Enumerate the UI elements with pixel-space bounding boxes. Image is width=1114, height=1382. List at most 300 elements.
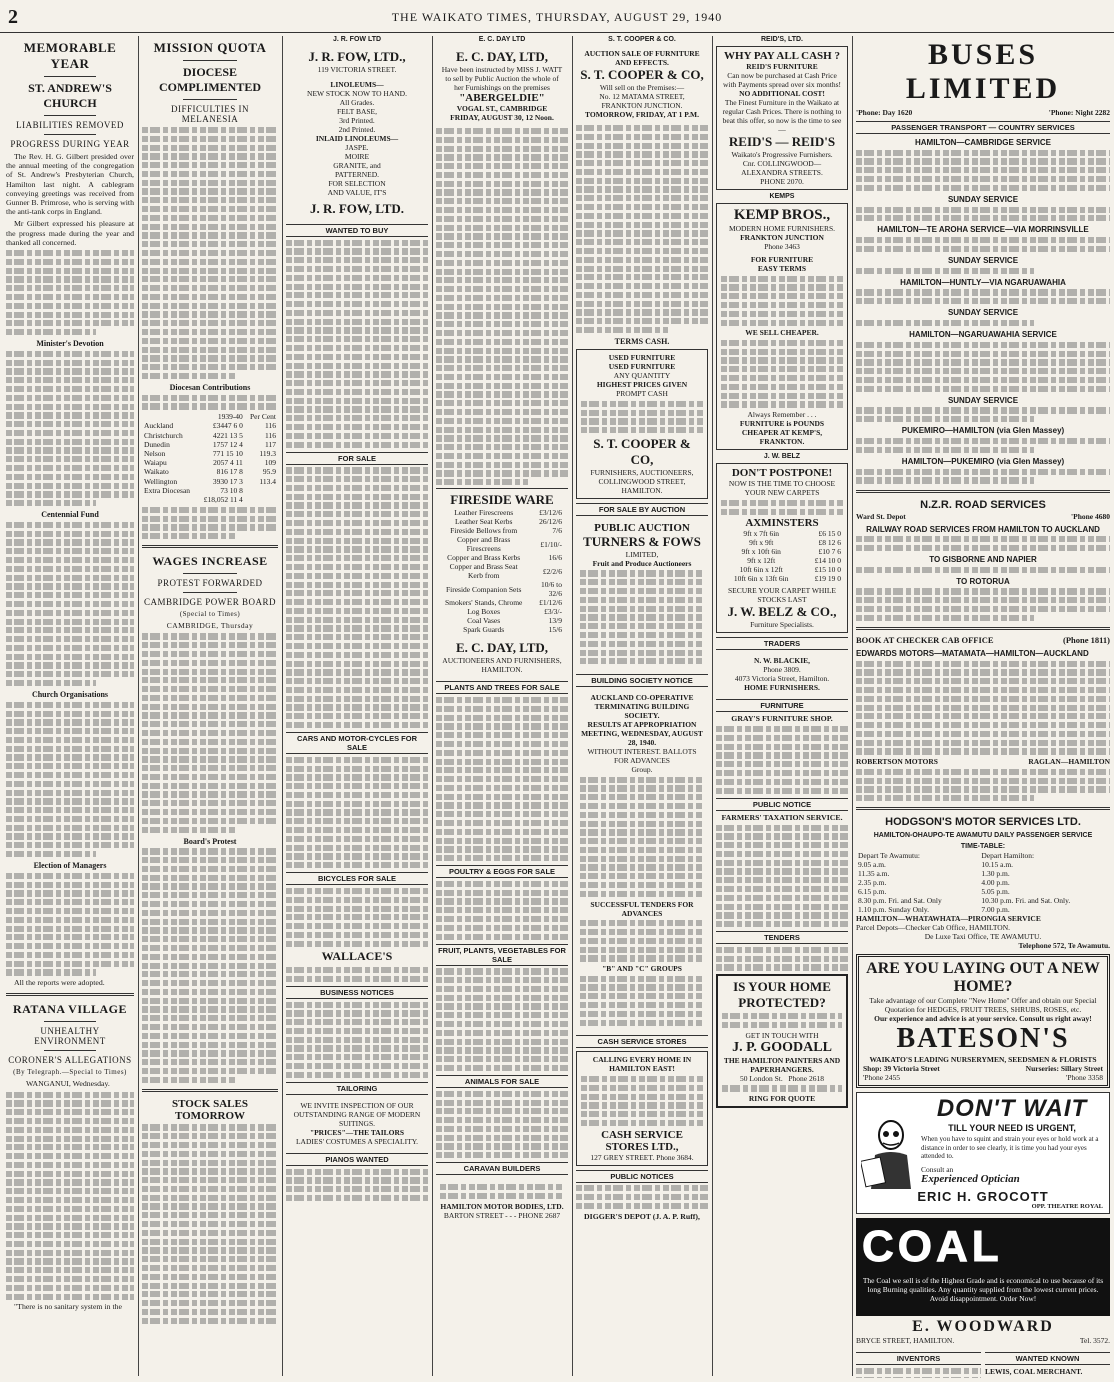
item-price: £2/2/6 <box>542 566 562 576</box>
item-price: 15/6 <box>548 625 562 635</box>
route-heading: SUNDAY SERVICE <box>947 308 1019 318</box>
text-line-placeholder <box>856 769 1110 775</box>
text-line-placeholder <box>436 934 568 940</box>
ad-header: E. C. DAY LTD <box>478 36 526 43</box>
text-line-placeholder <box>856 246 1110 252</box>
route-heading: PUKEMIRO—HAMILTON (via Glen Massey) <box>901 426 1065 436</box>
text-line-placeholder <box>580 641 704 647</box>
text-line-placeholder <box>721 284 843 290</box>
text-line-placeholder <box>286 827 428 833</box>
table-cell: 3930 17 3 <box>212 476 243 486</box>
item-name: Copper and Brass Kerbs <box>447 553 521 563</box>
text-line-placeholder <box>440 1193 564 1199</box>
text-line-placeholder <box>6 276 134 282</box>
advertiser-name: CASH SERVICE STORES LTD., <box>601 1128 683 1153</box>
address: Cnr. COLLINGWOOD—ALEXANDRA STREETS. <box>741 159 823 177</box>
table-cell: 4221 13 5 <box>212 430 243 440</box>
text-line-placeholder <box>576 266 708 272</box>
text-line-placeholder <box>436 348 568 354</box>
ad-line: TILL YOUR NEED IS URGENT, <box>948 1123 1076 1134</box>
text-line-placeholder <box>142 285 278 291</box>
advertiser-name: KEMP BROS., <box>733 207 831 223</box>
text-line-placeholder <box>436 750 568 756</box>
text-line-placeholder <box>142 910 278 916</box>
route-heading: TO GISBORNE AND NAPIER <box>929 555 1037 565</box>
list-item <box>721 547 843 556</box>
text-line-placeholder <box>286 1063 428 1069</box>
grocott-optician-advertisement <box>856 1092 1110 1214</box>
phone: Phone 3463 <box>764 242 800 251</box>
text-line-placeholder <box>856 740 1110 746</box>
text-line-placeholder <box>6 969 96 975</box>
text-line-placeholder <box>721 311 843 317</box>
text-line-placeholder <box>436 286 568 292</box>
deck: LIABILITIES REMOVED <box>16 120 124 130</box>
text-line-placeholder <box>6 825 134 831</box>
advertiser-name: S. T. COOPER & CO, <box>593 435 691 467</box>
text-line-placeholder <box>286 1028 428 1034</box>
advertiser-name: HAMILTON MOTOR BODIES, LTD. <box>440 1201 564 1211</box>
text-line-placeholder <box>580 821 704 827</box>
text-line-placeholder <box>436 697 568 703</box>
category-header: POULTRY & EGGS FOR SALE <box>436 865 568 878</box>
text-line-placeholder <box>6 1285 134 1291</box>
address: Nurseries: Sillary Street <box>1025 1064 1103 1074</box>
text-line-placeholder <box>436 1021 568 1027</box>
text-line-placeholder <box>6 610 134 616</box>
text-line-placeholder <box>286 687 428 693</box>
table-row <box>142 440 278 449</box>
phone: 'Phone 3358 <box>1066 1073 1103 1083</box>
route-heading: SUNDAY SERVICE <box>947 194 1019 204</box>
address: 4073 Victoria Street, Hamilton. <box>734 674 830 684</box>
text-line-placeholder <box>142 774 278 780</box>
text-line-placeholder <box>286 240 428 246</box>
item-size: 10ft 6in x 12ft <box>739 565 783 575</box>
text-line-placeholder <box>286 284 428 290</box>
text-line-placeholder <box>436 802 568 808</box>
text-line-placeholder <box>6 851 96 857</box>
ad-line: USED FURNITURE <box>608 353 676 363</box>
text-line-placeholder <box>6 934 134 940</box>
text-line-placeholder <box>6 360 134 366</box>
column-rule <box>712 36 713 1376</box>
advertiser-name: LEWIS, COAL MERCHANT. <box>985 1367 1083 1377</box>
text-line-placeholder <box>142 998 278 1004</box>
text-line-placeholder <box>6 654 134 660</box>
text-line-placeholder <box>436 829 568 835</box>
section-heading: Election of Managers <box>33 861 107 871</box>
text-line-placeholder <box>716 947 848 953</box>
route-heading: TO ROTORUA <box>956 576 1010 586</box>
auction-listing <box>576 125 708 346</box>
advertiser-name: J. W. BELZ & CO., <box>727 604 837 620</box>
text-line-placeholder <box>856 786 1110 792</box>
text-line-placeholder <box>286 1177 428 1183</box>
category-header: CASH SERVICE STORES <box>576 1035 708 1048</box>
text-line-placeholder <box>142 329 278 335</box>
ad-heading: PUBLIC AUCTION <box>594 521 690 534</box>
text-line-placeholder <box>581 1076 703 1082</box>
advertiser-name: FARMERS' TAXATION SERVICE. <box>721 812 843 822</box>
text-line-placeholder <box>436 146 568 152</box>
text-line-placeholder <box>436 890 568 896</box>
text-line-placeholder <box>856 268 1034 274</box>
text-line-placeholder <box>716 886 848 892</box>
text-line-placeholder <box>716 779 848 785</box>
text-line-placeholder <box>856 438 1110 444</box>
text-line-placeholder <box>6 548 134 554</box>
text-line-placeholder <box>436 715 568 721</box>
text-line-placeholder <box>581 418 703 424</box>
deck: CAMBRIDGE POWER BOARD <box>143 597 276 608</box>
text-line-placeholder <box>6 531 134 537</box>
advertiser-name: WALLACE'S <box>321 949 393 964</box>
text-line-placeholder <box>580 891 704 897</box>
table-cell: 1.30 p.m. <box>981 869 1010 879</box>
article-body <box>142 633 278 1082</box>
text-line-placeholder <box>142 276 278 282</box>
text-line-placeholder <box>580 882 704 888</box>
page-number: 2 <box>8 6 18 28</box>
dateline: WANGANUI, Wednesday. <box>26 1079 110 1089</box>
table-cell: 8.30 p.m. Fri. and Sat. Only <box>858 896 942 906</box>
ad-line: LINOLEUMS— <box>330 80 384 89</box>
text-line-placeholder <box>440 1184 564 1190</box>
text-line-placeholder <box>286 1045 428 1051</box>
ad-heading: WHY PAY ALL CASH ? <box>724 50 840 62</box>
text-line-placeholder <box>6 833 134 839</box>
text-line-placeholder <box>6 1127 134 1133</box>
text-line-placeholder <box>6 719 134 725</box>
text-line-placeholder <box>576 134 708 140</box>
separator <box>44 115 95 116</box>
ad-line: NOW IS THE TIME TO CHOOSE YOUR NEW CARPETS <box>728 479 836 498</box>
axminster-price-list <box>721 529 843 583</box>
ad-line: GRANITE, and <box>333 161 381 170</box>
text-line-placeholder <box>142 136 278 142</box>
text-line-placeholder <box>580 856 704 862</box>
text-line-placeholder <box>286 538 428 544</box>
text-line-placeholder <box>142 791 278 797</box>
text-line-placeholder <box>436 785 568 791</box>
text-line-placeholder <box>576 195 708 201</box>
text-line-placeholder <box>436 968 568 974</box>
list-item <box>721 574 843 583</box>
paragraph: All the reports were adopted. <box>14 978 105 988</box>
text-line-placeholder <box>436 312 568 318</box>
phone: PHONE 2070. <box>760 177 804 186</box>
depot-line <box>856 512 1110 521</box>
text-line-placeholder <box>142 1015 278 1021</box>
column-6 <box>716 36 848 1378</box>
text-line-placeholder <box>6 1267 134 1273</box>
text-line-placeholder <box>286 424 428 430</box>
list-item <box>440 535 564 553</box>
text-line-placeholder <box>6 386 134 392</box>
text-line-placeholder <box>436 1056 568 1062</box>
text-line-placeholder <box>142 188 278 194</box>
text-line-placeholder <box>286 511 428 517</box>
text-line-placeholder <box>142 1168 278 1174</box>
ad-line: "PRICES"—THE TAILORS <box>309 1128 405 1137</box>
text-line-placeholder <box>286 275 428 281</box>
text-line-placeholder <box>436 383 568 389</box>
text-line-placeholder <box>856 447 1034 453</box>
text-line-placeholder <box>286 853 428 859</box>
item-name: Fireside Companion Sets <box>445 584 522 594</box>
text-line-placeholder <box>6 899 134 905</box>
text-line-placeholder <box>142 883 278 889</box>
text-line-placeholder <box>142 1151 278 1157</box>
item-size: 10ft 6in x 13ft 6in <box>733 574 789 584</box>
text-line-placeholder <box>6 671 134 677</box>
text-line-placeholder <box>576 213 708 219</box>
text-line-placeholder <box>856 1368 981 1374</box>
text-line-placeholder <box>6 1109 134 1115</box>
text-line-placeholder <box>142 1024 278 1030</box>
bus-phones <box>856 108 1110 117</box>
headline: WAGES INCREASE <box>152 554 268 569</box>
text-line-placeholder <box>286 292 428 298</box>
advertiser-name: J. R. FOW, LTD., <box>308 49 406 64</box>
item-price: £3/3/- <box>544 607 562 617</box>
text-line-placeholder <box>142 989 278 995</box>
text-line-placeholder <box>142 206 278 212</box>
route-heading: HAMILTON—WHATAWHATA—PIRONGIA SERVICE <box>856 914 1041 924</box>
item-price: 10/6 to 32/6 <box>540 580 562 599</box>
text-line-placeholder <box>6 259 134 265</box>
list-item <box>721 538 843 547</box>
address: FRANKTON JUNCTION <box>740 233 824 242</box>
text-line-placeholder <box>576 301 708 307</box>
category-header: PUBLIC NOTICE <box>716 798 848 811</box>
text-line-placeholder <box>6 1136 134 1142</box>
text-line-placeholder <box>142 1283 278 1289</box>
text-line-placeholder <box>286 923 428 929</box>
text-line-placeholder <box>580 1020 704 1026</box>
ad-line: Can now be purchased at Cash Price with Payments spread over six months! <box>722 71 842 89</box>
text-line-placeholder <box>286 845 428 851</box>
text-line-placeholder <box>580 803 704 809</box>
hodgson-timetable <box>856 851 1110 914</box>
classifieds <box>286 757 428 869</box>
section-heading: Diocesan Contributions <box>169 383 251 393</box>
deck: DIFFICULTIES IN MELANESIA <box>171 104 249 124</box>
ad-line: DIGGER'S DEPOT (J. A. P. Ruff), <box>584 1211 700 1221</box>
table-cell: Christchurch <box>144 430 183 440</box>
text-line-placeholder <box>716 964 848 970</box>
text-line-placeholder <box>286 625 428 631</box>
section-heading: Centennial Fund <box>41 510 99 520</box>
item-name: Log Boxes <box>467 607 501 617</box>
text-line-placeholder <box>856 661 1110 667</box>
ad-line: Have been instructed by MISS J. WATT to sell by Public Auction the whole of her Furnishings on the premises <box>441 65 563 92</box>
text-line-placeholder <box>436 330 568 336</box>
text-line-placeholder <box>286 433 428 439</box>
text-line-placeholder <box>142 1230 278 1236</box>
ad-line: Group. <box>631 765 653 775</box>
text-line-placeholder <box>856 167 1110 173</box>
text-line-placeholder <box>576 222 708 228</box>
headline: RATANA VILLAGE <box>12 1002 128 1017</box>
route-heading: HAMILTON-OHAUPO-TE AWAMUTU DAILY PASSENGER SERVICE <box>873 832 1093 840</box>
text-line-placeholder <box>436 881 568 887</box>
text-line-placeholder <box>286 941 428 947</box>
text-line-placeholder <box>6 754 134 760</box>
separator <box>44 76 95 77</box>
advertiser-name: REID'S — REID'S <box>728 134 836 149</box>
text-line-placeholder <box>142 945 278 951</box>
text-line-placeholder <box>142 892 278 898</box>
text-line-placeholder <box>142 748 278 754</box>
advertiser-name: ERIC H. GROCOTT <box>917 1189 1049 1205</box>
text-line-placeholder <box>436 391 568 397</box>
text-line-placeholder <box>142 695 278 701</box>
text-line-placeholder <box>142 739 278 745</box>
text-line-placeholder <box>580 829 704 835</box>
text-line-placeholder <box>142 783 278 789</box>
table-cell: 11.35 a.m. <box>858 869 890 879</box>
table-row <box>142 421 278 430</box>
text-line-placeholder <box>580 920 704 926</box>
list-item <box>440 562 564 580</box>
subheadline: DIOCESE COMPLIMENTED <box>159 65 261 94</box>
text-line-placeholder <box>436 216 568 222</box>
text-line-placeholder <box>286 564 428 570</box>
text-line-placeholder <box>6 908 134 914</box>
text-line-placeholder <box>856 158 1110 164</box>
list-item <box>721 529 843 538</box>
text-line-placeholder <box>142 1077 237 1083</box>
ad-line <box>856 1336 1110 1345</box>
item-price: £1/12/6 <box>539 598 562 608</box>
text-line-placeholder <box>286 389 428 395</box>
text-line-placeholder <box>856 705 1110 711</box>
text-line-placeholder <box>286 914 428 920</box>
text-line-placeholder <box>286 722 428 728</box>
text-line-placeholder <box>436 207 568 213</box>
address: BARTON STREET - - - PHONE 2687 <box>443 1210 561 1220</box>
text-line-placeholder <box>436 995 568 1001</box>
text-line-placeholder <box>721 393 843 399</box>
text-line-placeholder <box>6 890 134 896</box>
text-line-placeholder <box>286 380 428 386</box>
text-line-placeholder <box>856 377 1110 383</box>
text-line-placeholder <box>142 669 278 675</box>
text-line-placeholder <box>142 1186 278 1192</box>
text-line-placeholder <box>436 838 568 844</box>
text-line-placeholder <box>142 294 278 300</box>
text-line-placeholder <box>142 936 278 942</box>
text-line-placeholder <box>436 916 568 922</box>
table-cell: 1.10 p.m. Sunday Only. <box>858 905 929 915</box>
phone: Tel. 3572. <box>1079 1336 1110 1346</box>
text-line-placeholder <box>286 415 428 421</box>
text-line-placeholder <box>142 1133 278 1139</box>
column-1 <box>6 36 134 1378</box>
separator <box>856 807 1110 810</box>
text-line-placeholder <box>576 230 708 236</box>
text-line-placeholder <box>142 971 278 977</box>
text-line-placeholder <box>722 1022 842 1028</box>
ad-line: FURNITURE is POUNDS CHEAPER AT KEMP'S, FRANKTON. <box>739 419 825 447</box>
text-line-placeholder <box>142 311 278 317</box>
text-line-placeholder <box>436 374 568 380</box>
text-line-placeholder <box>6 1215 134 1221</box>
advertiser-name: J. P. GOODALL <box>732 1039 832 1055</box>
text-line-placeholder <box>436 855 568 861</box>
text-line-placeholder <box>6 500 96 506</box>
text-line-placeholder <box>6 1250 134 1256</box>
text-line-placeholder <box>286 1019 428 1025</box>
item-price: 26/12/6 <box>539 517 562 527</box>
text-line-placeholder <box>142 241 278 247</box>
text-line-placeholder <box>142 1124 278 1130</box>
table-row <box>142 458 278 467</box>
deck: PROTEST FORWARDED <box>157 578 263 589</box>
text-line-placeholder <box>142 1221 278 1227</box>
ad-line: PROMPT CASH <box>616 389 668 399</box>
list-item <box>721 556 843 565</box>
classifieds <box>286 467 428 728</box>
table-cell: 5.05 p.m. <box>981 887 1010 897</box>
text-line-placeholder <box>142 1195 278 1201</box>
text-line-placeholder <box>856 176 1110 182</box>
text-line-placeholder <box>576 151 708 157</box>
address: 127 GREY STREET. Phone 3684. <box>590 1152 694 1162</box>
text-line-placeholder <box>286 582 428 588</box>
text-line-placeholder <box>6 882 134 888</box>
item-price: £19 19 0 <box>814 574 841 584</box>
separator <box>44 1050 95 1051</box>
text-line-placeholder <box>436 339 568 345</box>
ad-line: RING FOR QUOTE <box>748 1094 816 1104</box>
ad-line: INLAID LINOLEUMS— <box>315 134 399 143</box>
ad-line: Fruit and Produce Auctioneers <box>592 558 692 568</box>
table-header-row <box>142 412 278 421</box>
text-line-placeholder <box>286 520 428 526</box>
ad-line <box>863 1064 1103 1073</box>
text-line-placeholder <box>286 976 428 982</box>
byline: (Special to Times) <box>179 610 241 619</box>
text-line-placeholder <box>716 904 848 910</box>
text-line-placeholder <box>6 250 134 256</box>
text-line-placeholder <box>6 539 134 545</box>
text-line-placeholder <box>436 163 568 169</box>
ad-heading: IS YOUR HOME PROTECTED? <box>733 978 831 1010</box>
classifieds <box>716 714 848 793</box>
ad-line: NEW STOCK NOW TO HAND. <box>307 89 407 98</box>
text-line-placeholder <box>856 567 1110 573</box>
ad-header: J. W. BELZ <box>763 453 801 461</box>
text-line-placeholder <box>721 320 843 326</box>
text-line-placeholder <box>436 1152 568 1158</box>
item-name: Smokers' Stands, Chrome <box>444 598 523 608</box>
table-header: 1939-40 <box>217 412 243 422</box>
fireside-price-list <box>440 508 564 634</box>
text-line-placeholder <box>142 765 278 771</box>
section-heading: HODGSON'S MOTOR SERVICES LTD. <box>885 816 1081 829</box>
ad-line: USED FURNITURE <box>608 362 676 372</box>
paragraph: The Rev. H. G. Gilbert presided over the annual meeting of the congregation of St. Andrew's Presbyterian Church, Hamilton last night. A cablegram conveying greetings was received from Gunner B. Primrose, who is serving with the anti-tank corps in England. <box>6 152 134 217</box>
text-line-placeholder <box>142 954 278 960</box>
text-line-placeholder <box>856 477 1034 483</box>
text-line-placeholder <box>142 303 278 309</box>
ad-line: Waikato's Progressive Furnishers. <box>731 150 833 159</box>
text-line-placeholder <box>436 1135 568 1141</box>
text-line-placeholder <box>6 781 134 787</box>
